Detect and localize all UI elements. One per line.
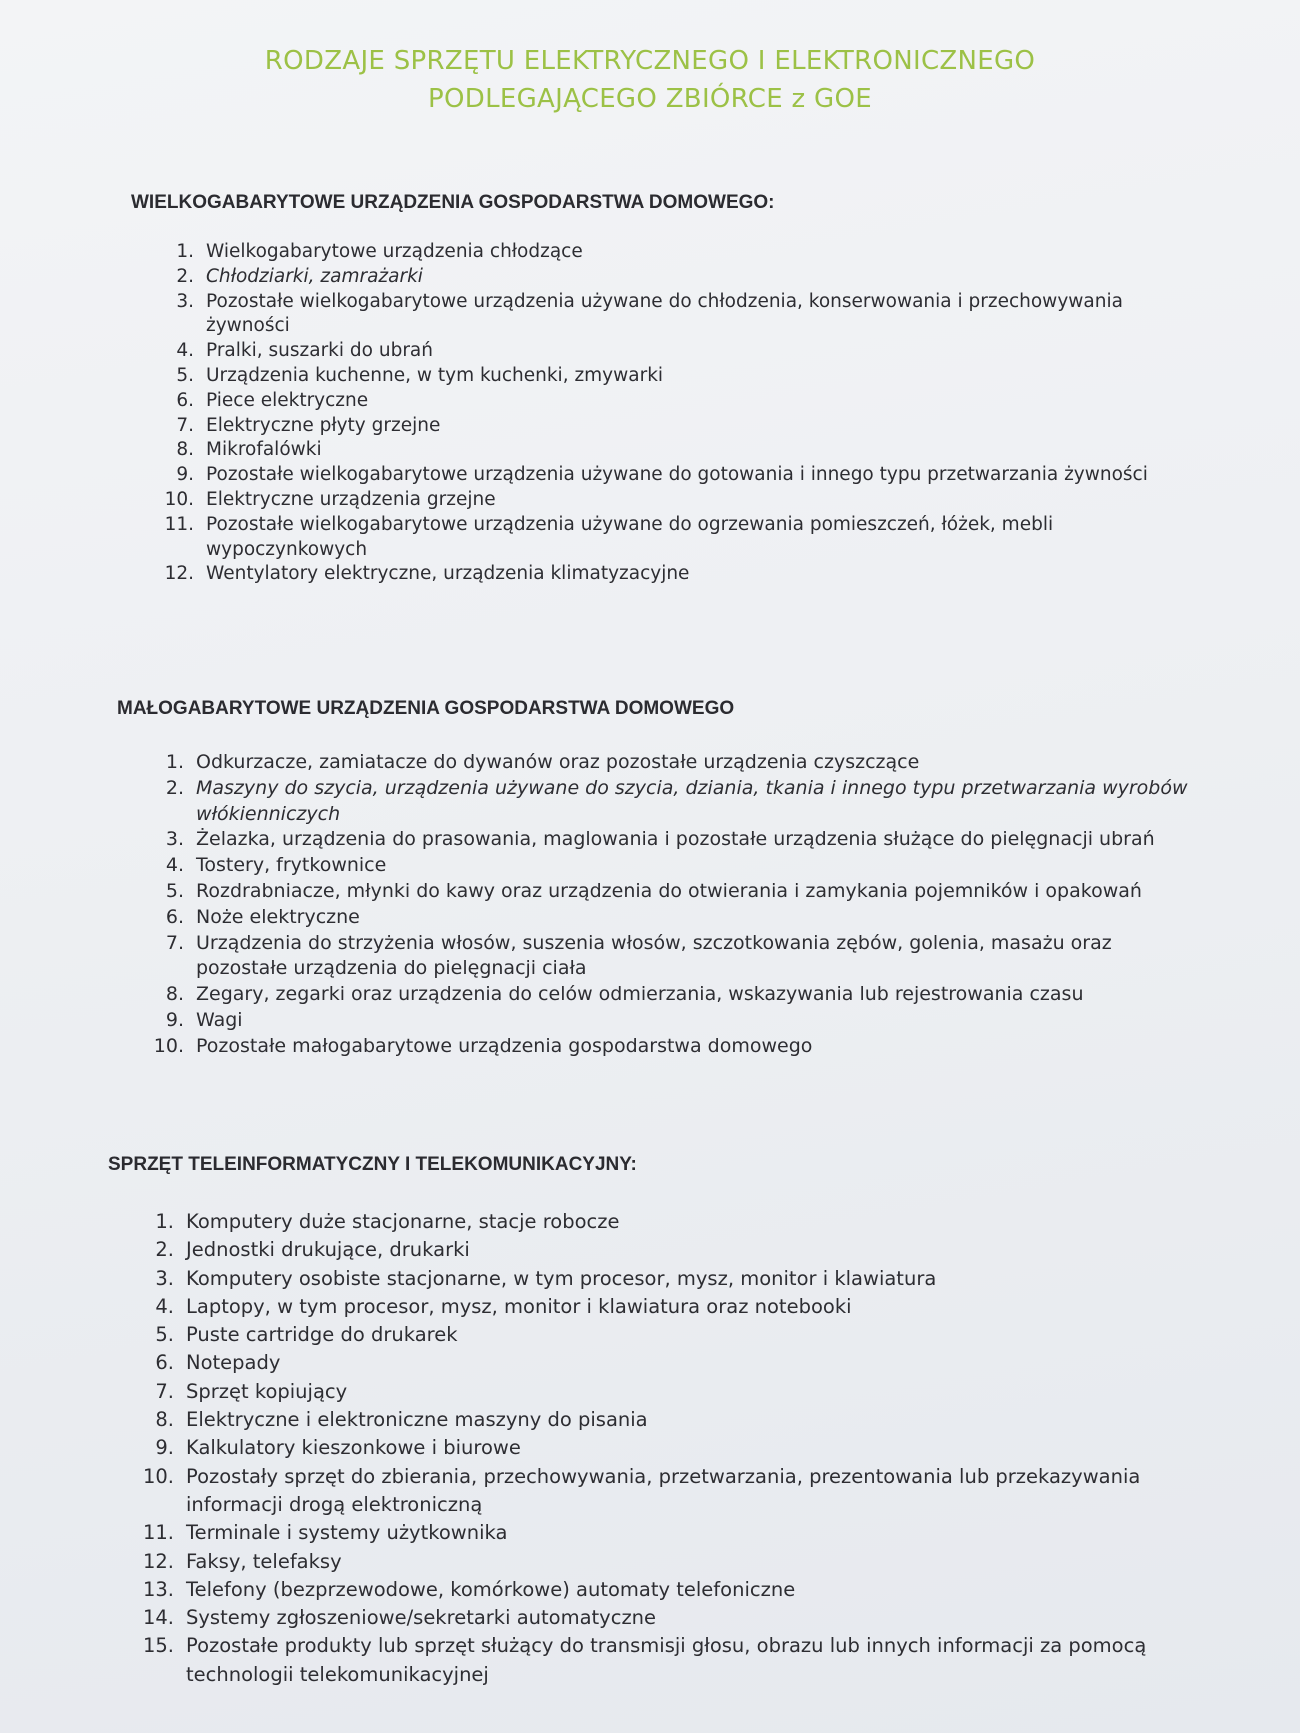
title-line-2: PODLEGAJĄCEGO ZBIÓRCE z GOE [428,84,872,114]
list-item: 7. Urządzenia do strzyżenia włosów, suszenia włosów, szczotkowania zębów, golenia, masażu oraz pozostałe urządzenia do pielęgnacji ciała [165,931,1112,980]
list-item: 8. Elektryczne i elektroniczne maszyny do pisania [155,1408,648,1432]
list-item: 6. Notepady [155,1351,281,1375]
list-item: 11. Pozostałe wielkogabarytowe urządzenia używane do ogrzewania pomieszczeń, łóżek, mebli wypoczynkowych [164,513,1054,560]
list-item: 5. Puste cartridge do drukarek [155,1323,458,1347]
list-item: 10. Elektryczne urządzenia grzejne [164,488,496,510]
list-item: 8. Zegary, zegarki oraz urządzenia do celów odmierzania, wskazywania lub rejestrowania czasu [165,983,1084,1006]
section-heading-large-appliances: WIELKOGABARYTOWE URZĄDZENIA GOSPODARSTWA DOMOWEGO: [131,192,775,213]
list-item: 12. Wentylatory elektryczne, urządzenia klimatyzacyjne [164,563,690,585]
list-item: 6. Piece elektryczne [176,389,369,411]
list-item: 8. Mikrofalówki [176,439,322,461]
list-item: 9. Wagi [165,1008,243,1031]
list-it-telecom [140,1208,1240,1689]
list-item: 6. Noże elektryczne [165,905,360,928]
list-item: 4. Laptopy, w tym procesor, mysz, monitor i klawiatura oraz notebooki [155,1294,852,1318]
list-item: 1. Wielkogabarytowe urządzenia chłodzące [176,241,583,262]
list-item: 1. Odkurzacze, zamiatacze do dywanów oraz pozostałe urządzenia czyszczące [165,751,920,773]
list-item: 7. Elektryczne płyty grzejne [176,414,441,436]
list-item: 10. Pozostałe małogabarytowe urządzenia gospodarstwa domowego [153,1034,813,1057]
list-item: 2. Jednostki drukujące, drukarki [155,1238,470,1262]
list-item: 5. Urządzenia kuchenne, w tym kuchenki, zmywarki [176,364,664,386]
list-item: 9. Pozostałe wielkogabarytowe urządzenia używane do gotowania i innego typu przetwarzania żywności [176,464,1148,486]
list-item: 3. Żelazka, urządzenia do prasowania, maglowania i pozostałe urządzenia służące do pielęgnacji ubrań [165,828,1155,851]
list-item: 12. Faksy, telefaksy [142,1549,342,1573]
section-heading-small-appliances: MAŁOGABARYTOWE URZĄDZENIA GOSPODARSTWA DOMOWEGO [117,698,735,719]
list-item: 1. Komputery duże stacjonarne, stacje robocze [155,1210,620,1233]
list-item: 4. Tostery, frytkownice [165,854,387,877]
list-large-appliances [160,240,1170,587]
title-line-1: RODZAJE SPRZĘTU ELEKTRYCZNEGO I ELEKTRONICZNEGO [264,46,1036,76]
list-item: 2. Maszyny do szycia, urządzenia używane do szycia, dziania, tkania i innego typu przetwarzania wyrobów włókienniczych [165,776,1188,825]
section-heading-it-telecom: SPRZĘT TELEINFORMATYCZNY I TELEKOMUNIKACYJNY: [108,1154,637,1175]
list-item: 10. Pozostały sprzęt do zbierania, przechowywania, przetwarzania, prezentowania lub przekazywania informacji drogą elektroniczną [142,1464,1141,1516]
list-item: 3. Komputery osobiste stacjonarne, w tym procesor, mysz, monitor i klawiatura [155,1266,937,1290]
list-small-appliances [150,750,1200,1060]
list-item: 14. Systemy zgłoszeniowe/sekretarki automatyczne [142,1606,657,1630]
list-item: 2. Chłodziarki, zamrażarki [176,265,423,287]
list-item: 5. Rozdrabniacze, młynki do kawy oraz urządzenia do otwierania i zamykania pojemników i opakowań [165,879,1142,902]
list-item: 13. Telefony (bezprzewodowe, komórkowe) automaty telefoniczne [142,1577,796,1601]
list-item: 4. Pralki, suszarki do ubrań [176,340,433,362]
list-item: 15. Pozostałe produkty lub sprzęt służący do transmisji głosu, obrazu lub innych informacji za pomocą technologii telekomunikacyjnej [142,1634,1147,1686]
list-item: 11. Terminale i systemy użytkownika [142,1521,508,1545]
document-title [0,42,1300,118]
list-item: 7. Sprzęt kopiujący [155,1379,348,1403]
list-item: 9. Kalkulatory kieszonkowe i biurowe [155,1436,521,1460]
list-item: 3. Pozostałe wielkogabarytowe urządzenia używane do chłodzenia, konserwowania i przechowywania żywności [176,290,1123,337]
